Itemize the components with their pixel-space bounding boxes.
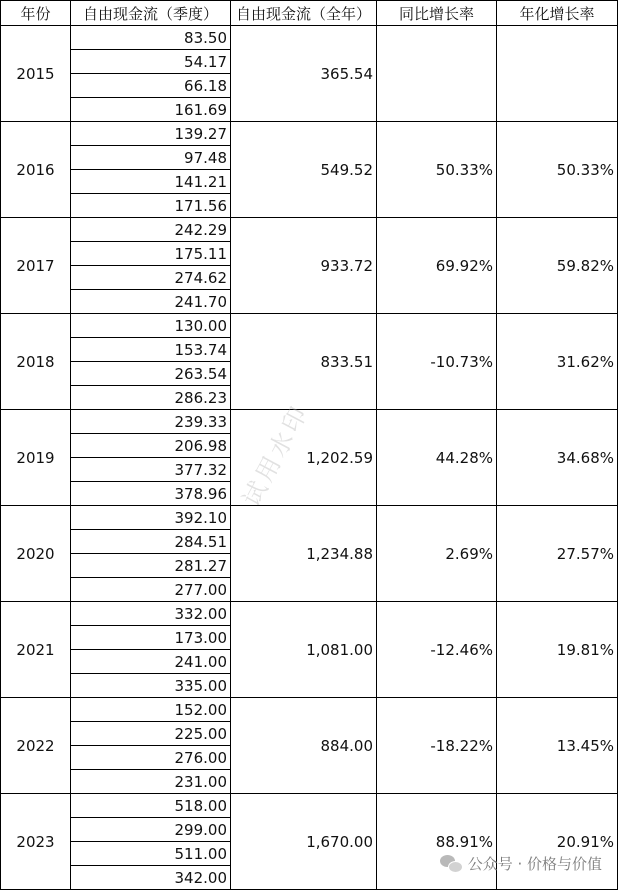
annual-value: 833.51 bbox=[231, 314, 377, 410]
year-cell: 2023 bbox=[1, 794, 71, 890]
quarter-value: 225.00 bbox=[71, 722, 231, 746]
wechat-label: 公众号 · 价格与价值 bbox=[467, 855, 602, 873]
header-annual: 自由现金流（全年） bbox=[231, 1, 377, 26]
cagr-value: 13.45% bbox=[497, 698, 618, 794]
cagr-value: 59.82% bbox=[497, 218, 618, 314]
quarter-value: 277.00 bbox=[71, 578, 231, 602]
quarter-value: 152.00 bbox=[71, 698, 231, 722]
quarter-value: 377.32 bbox=[71, 458, 231, 482]
table-row bbox=[1, 218, 618, 242]
annual-value: 1,234.88 bbox=[231, 506, 377, 602]
quarter-value: 241.70 bbox=[71, 290, 231, 314]
yoy-value: 44.28% bbox=[377, 410, 497, 506]
quarter-value: 241.00 bbox=[71, 650, 231, 674]
header-year: 年份 bbox=[1, 1, 71, 26]
annual-value: 1,202.59 bbox=[231, 410, 377, 506]
quarter-value: 281.27 bbox=[71, 554, 231, 578]
table-row bbox=[1, 794, 618, 818]
table-row bbox=[1, 506, 618, 530]
yoy-value bbox=[377, 26, 497, 122]
year-cell: 2019 bbox=[1, 410, 71, 506]
quarter-value: 175.11 bbox=[71, 242, 231, 266]
cagr-value: 19.81% bbox=[497, 602, 618, 698]
quarter-value: 161.69 bbox=[71, 98, 231, 122]
annual-value: 365.54 bbox=[231, 26, 377, 122]
quarter-value: 276.00 bbox=[71, 746, 231, 770]
table-row bbox=[1, 602, 618, 626]
table-row bbox=[1, 122, 618, 146]
year-cell: 2015 bbox=[1, 26, 71, 122]
quarter-value: 342.00 bbox=[71, 866, 231, 890]
table-row bbox=[1, 314, 618, 338]
year-cell: 2016 bbox=[1, 122, 71, 218]
quarter-value: 54.17 bbox=[71, 50, 231, 74]
yoy-value: 50.33% bbox=[377, 122, 497, 218]
quarter-value: 284.51 bbox=[71, 530, 231, 554]
quarter-value: 286.23 bbox=[71, 386, 231, 410]
quarter-value: 139.27 bbox=[71, 122, 231, 146]
watermark: 试用水印 bbox=[237, 398, 315, 511]
yoy-value: 69.92% bbox=[377, 218, 497, 314]
quarter-value: 332.00 bbox=[71, 602, 231, 626]
year-cell: 2018 bbox=[1, 314, 71, 410]
year-cell: 2020 bbox=[1, 506, 71, 602]
cagr-value: 27.57% bbox=[497, 506, 618, 602]
annual-value: 933.72 bbox=[231, 218, 377, 314]
year-cell: 2017 bbox=[1, 218, 71, 314]
yoy-value: -12.46% bbox=[377, 602, 497, 698]
table-row bbox=[1, 698, 618, 722]
quarter-value: 97.48 bbox=[71, 146, 231, 170]
quarter-value: 171.56 bbox=[71, 194, 231, 218]
year-cell: 2021 bbox=[1, 602, 71, 698]
annual-value: 1,081.00 bbox=[231, 602, 377, 698]
header-row bbox=[1, 1, 618, 26]
quarter-value: 206.98 bbox=[71, 434, 231, 458]
quarter-value: 83.50 bbox=[71, 26, 231, 50]
quarter-value: 299.00 bbox=[71, 818, 231, 842]
header-cagr: 年化增长率 bbox=[497, 1, 618, 26]
yoy-value: 88.91% bbox=[377, 794, 497, 890]
wechat-source bbox=[440, 853, 602, 874]
quarter-value: 242.29 bbox=[71, 218, 231, 242]
cagr-value: 31.62% bbox=[497, 314, 618, 410]
quarter-value: 231.00 bbox=[71, 770, 231, 794]
quarter-value: 518.00 bbox=[71, 794, 231, 818]
quarter-value: 263.54 bbox=[71, 362, 231, 386]
yoy-value: -10.73% bbox=[377, 314, 497, 410]
quarter-value: 511.00 bbox=[71, 842, 231, 866]
quarter-value: 66.18 bbox=[71, 74, 231, 98]
quarter-value: 392.10 bbox=[71, 506, 231, 530]
header-yoy: 同比增长率 bbox=[377, 1, 497, 26]
wechat-icon bbox=[440, 855, 462, 873]
quarter-value: 239.33 bbox=[71, 410, 231, 434]
annual-value: 884.00 bbox=[231, 698, 377, 794]
quarter-value: 153.74 bbox=[71, 338, 231, 362]
quarter-value: 378.96 bbox=[71, 482, 231, 506]
quarter-value: 130.00 bbox=[71, 314, 231, 338]
yoy-value: -18.22% bbox=[377, 698, 497, 794]
cagr-value: 50.33% bbox=[497, 122, 618, 218]
year-cell: 2022 bbox=[1, 698, 71, 794]
cagr-value: 20.91% bbox=[497, 794, 618, 890]
table-row bbox=[1, 410, 618, 434]
quarter-value: 335.00 bbox=[71, 674, 231, 698]
quarter-value: 173.00 bbox=[71, 626, 231, 650]
annual-value: 1,670.00 bbox=[231, 794, 377, 890]
table-row bbox=[1, 26, 618, 50]
quarter-value: 141.21 bbox=[71, 170, 231, 194]
cagr-value: 34.68% bbox=[497, 410, 618, 506]
yoy-value: 2.69% bbox=[377, 506, 497, 602]
quarter-value: 274.62 bbox=[71, 266, 231, 290]
annual-value: 549.52 bbox=[231, 122, 377, 218]
header-quarterly: 自由现金流（季度） bbox=[71, 1, 231, 26]
cagr-value bbox=[497, 26, 618, 122]
